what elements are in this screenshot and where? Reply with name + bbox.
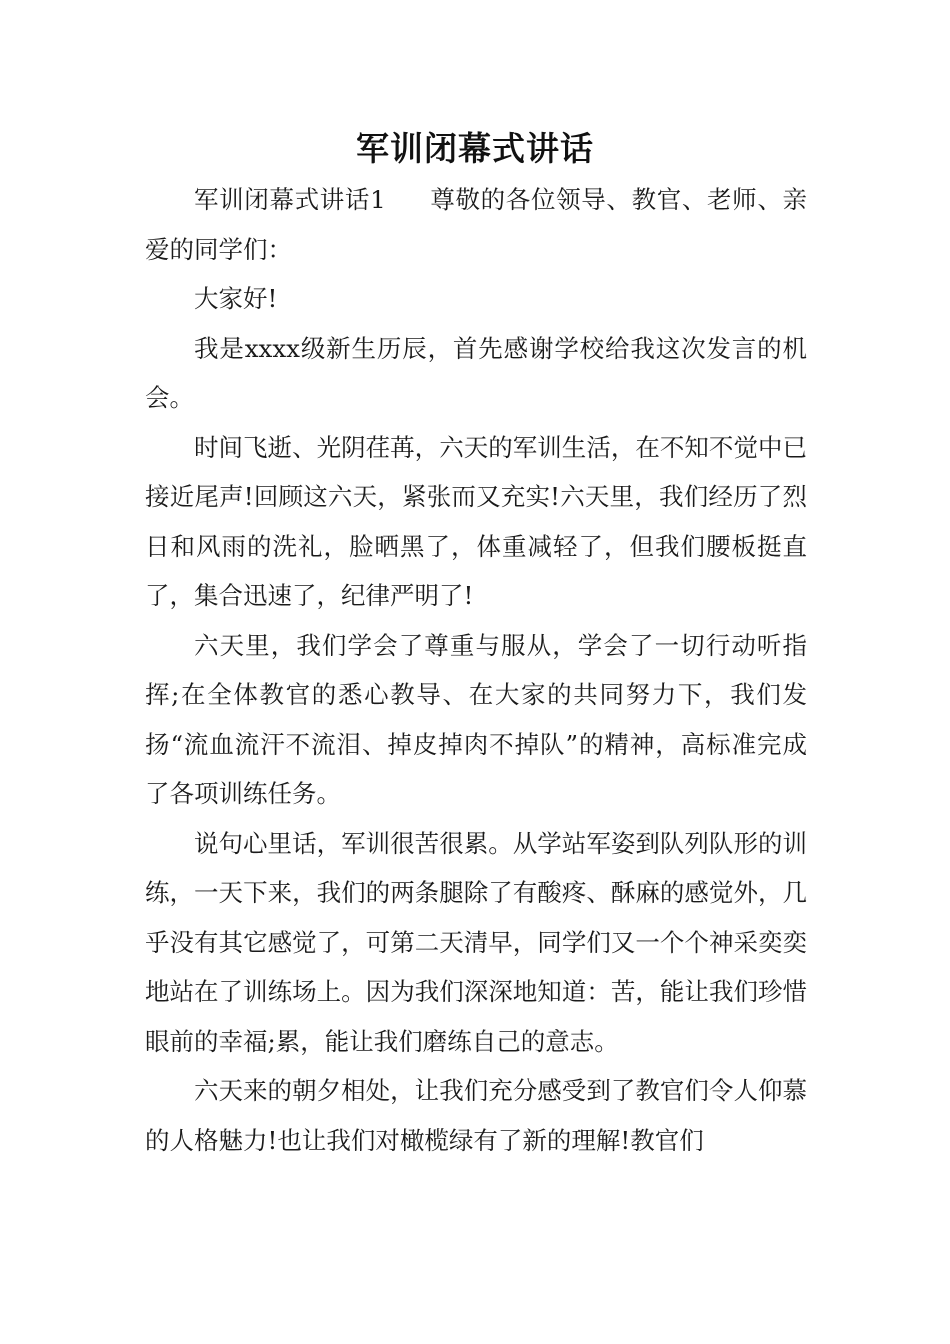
document-body xyxy=(145,175,807,1165)
body-paragraph: 说句心里话，军训很苦很累。从学站军姿到队列队形的训练，一天下来，我们的两条腿除了有酸疼、酥麻的感觉外，几乎没有其它感觉了，可第二天清早，同学们又一个个神采奕奕地站在了训练场上。因为我们深深地知道：苦，能让我们珍惜眼前的幸福;累，能让我们磨练自己的意志。 xyxy=(145,828,807,1056)
body-paragraph: 时间飞逝、光阴荏苒，六天的军训生活，在不知不觉中已接近尾声!回顾这六天，紧张而又充实!六天里，我们经历了烈日和风雨的洗礼，脸晒黑了，体重减轻了，但我们腰板挺直了，集合迅速了，纪律严明了! xyxy=(145,432,807,610)
intro-heading: 军训闭幕式讲话1 xyxy=(194,185,386,214)
body-paragraph: 六天里，我们学会了尊重与服从，学会了一切行动听指挥;在全体教官的悉心教导、在大家的共同努力下，我们发扬“流血流汗不流泪、掉皮掉肉不掉队”的精神，高标准完成了各项训练任务。 xyxy=(145,630,807,808)
body-paragraph: 大家好! xyxy=(194,284,278,313)
intro-paragraph xyxy=(145,175,807,274)
body-paragraph: 我是xxxx级新生历辰，首先感谢学校给我这次发言的机会。 xyxy=(145,333,807,412)
document-title: 军训闭幕式讲话 xyxy=(356,129,594,168)
intro-salutation: 尊敬的各位领导、教官、老师、亲爱的同学们： xyxy=(145,185,807,264)
body-paragraph: 六天来的朝夕相处，让我们充分感受到了教官们令人仰慕的人格魅力!也让我们对橄榄绿有了新的理解!教官们 xyxy=(145,1076,807,1155)
